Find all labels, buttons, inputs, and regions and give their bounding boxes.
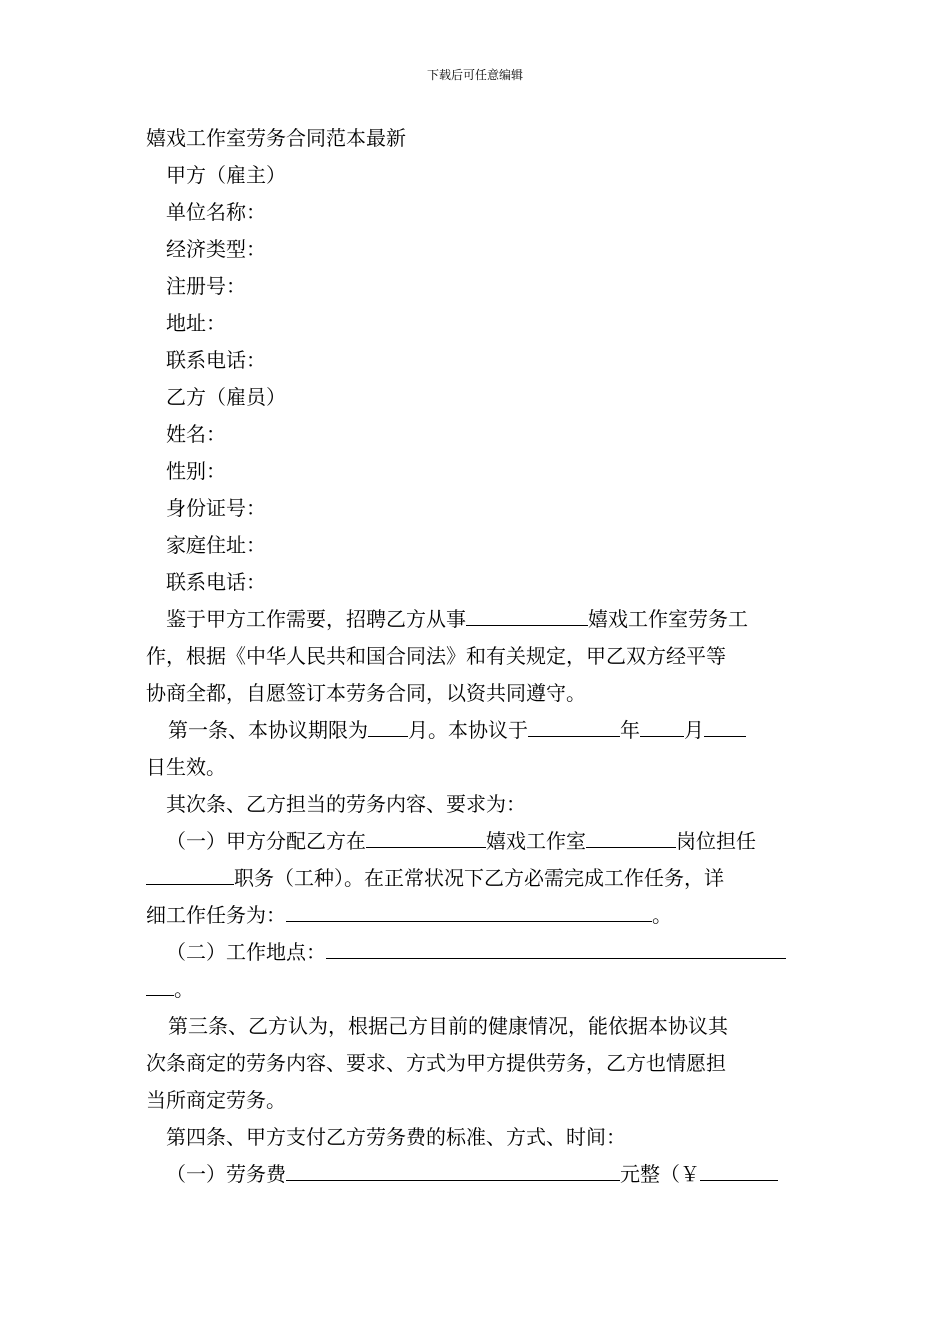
- phone-a-label: 联系电话：: [166, 348, 266, 372]
- studio-blank: [366, 823, 486, 848]
- art2-1-text-a: （一）甲方分配乙方在: [166, 829, 366, 853]
- document-title: 嬉戏工作室劳务合同范本最新: [146, 126, 406, 150]
- article-1-line: [146, 712, 808, 749]
- art2-1-text-c: 岗位担任: [676, 829, 756, 853]
- art2-2-text-a: （二）工作地点：: [166, 940, 326, 964]
- name-label: 姓名：: [166, 422, 226, 446]
- intro-line-2: 作，根据《中华人民共和国合同法》和有关规定，甲乙双方经平等: [146, 644, 726, 668]
- task-blank: [286, 897, 652, 922]
- economic-type-label: 经济类型：: [166, 237, 266, 261]
- phone-b-label: 联系电话：: [166, 570, 266, 594]
- intro-text-b: 嬉戏工作室劳务工: [588, 607, 748, 631]
- article-2-item-1-line-2: [146, 860, 808, 897]
- intro-line-3: 协商全都，自愿签订本劳务合同，以资共同遵守。: [146, 681, 586, 705]
- term-months-blank: [368, 712, 408, 737]
- article-3-line-3: 当所商定劳务。: [146, 1088, 286, 1112]
- duty-blank: [146, 860, 234, 885]
- art1-text-a: 第一条、本协议期限为: [168, 718, 368, 742]
- id-number-label: 身份证号：: [166, 496, 266, 520]
- article-2-item-1-line-3: [146, 897, 808, 934]
- article-3-line-2: 次条商定的劳务内容、要求、方式为甲方提供劳务，乙方也情愿担: [146, 1051, 726, 1075]
- article-4-item-1: [146, 1156, 808, 1193]
- article-2-item-1-line-1: [146, 823, 808, 860]
- article-1-line-2: 日生效。: [146, 755, 226, 779]
- art4-1-text-b: 元整（￥: [620, 1162, 700, 1186]
- article-3-line-1: 第三条、乙方认为，根据己方目前的健康情况，能依据本协议其: [168, 1014, 728, 1038]
- start-year-blank: [528, 712, 620, 737]
- intro-text-a: 鉴于甲方工作需要，招聘乙方从事: [166, 607, 466, 631]
- unit-name-label: 单位名称：: [166, 200, 266, 224]
- gender-label: 性别：: [166, 459, 226, 483]
- fee-figure-blank: [700, 1156, 778, 1181]
- art2-1-text-b: 嬉戏工作室: [486, 829, 586, 853]
- intro-line-1: [146, 601, 808, 638]
- position-blank: [586, 823, 676, 848]
- party-b-heading: 乙方（雇员）: [166, 385, 286, 409]
- art4-1-text-a: （一）劳务费: [166, 1162, 286, 1186]
- article-2-item-2-line-1: [146, 934, 808, 971]
- art1-text-d: 月: [684, 718, 704, 742]
- job-blank: [466, 601, 588, 626]
- art2-2-text-b: 。: [174, 977, 194, 1001]
- art2-1-text-d: 职务（工种）。在正常状况下乙方必需完成工作任务，详: [234, 866, 724, 890]
- address-a-label: 地址：: [166, 311, 226, 335]
- article-4-title: 第四条、甲方支付乙方劳务费的标准、方式、时间：: [166, 1125, 626, 1149]
- work-location-blank-cont: [146, 971, 174, 996]
- party-a-heading: 甲方（雇主）: [166, 163, 286, 187]
- home-address-label: 家庭住址：: [166, 533, 266, 557]
- page-header-note: 下载后可任意编辑: [426, 68, 523, 82]
- start-month-blank: [640, 712, 684, 737]
- registration-number-label: 注册号：: [166, 274, 246, 298]
- art2-1-text-e: 细工作任务为：: [146, 903, 286, 927]
- start-day-blank: [704, 712, 746, 737]
- art2-1-text-f: 。: [652, 903, 672, 927]
- fee-amount-blank: [286, 1156, 620, 1181]
- article-2-title: 其次条、乙方担当的劳务内容、要求为：: [166, 792, 526, 816]
- contract-document: [146, 120, 808, 1193]
- art1-text-c: 年: [620, 718, 640, 742]
- art1-text-b: 月。本协议于: [408, 718, 528, 742]
- article-2-item-2-line-2: [146, 971, 808, 1008]
- work-location-blank: [326, 934, 786, 959]
